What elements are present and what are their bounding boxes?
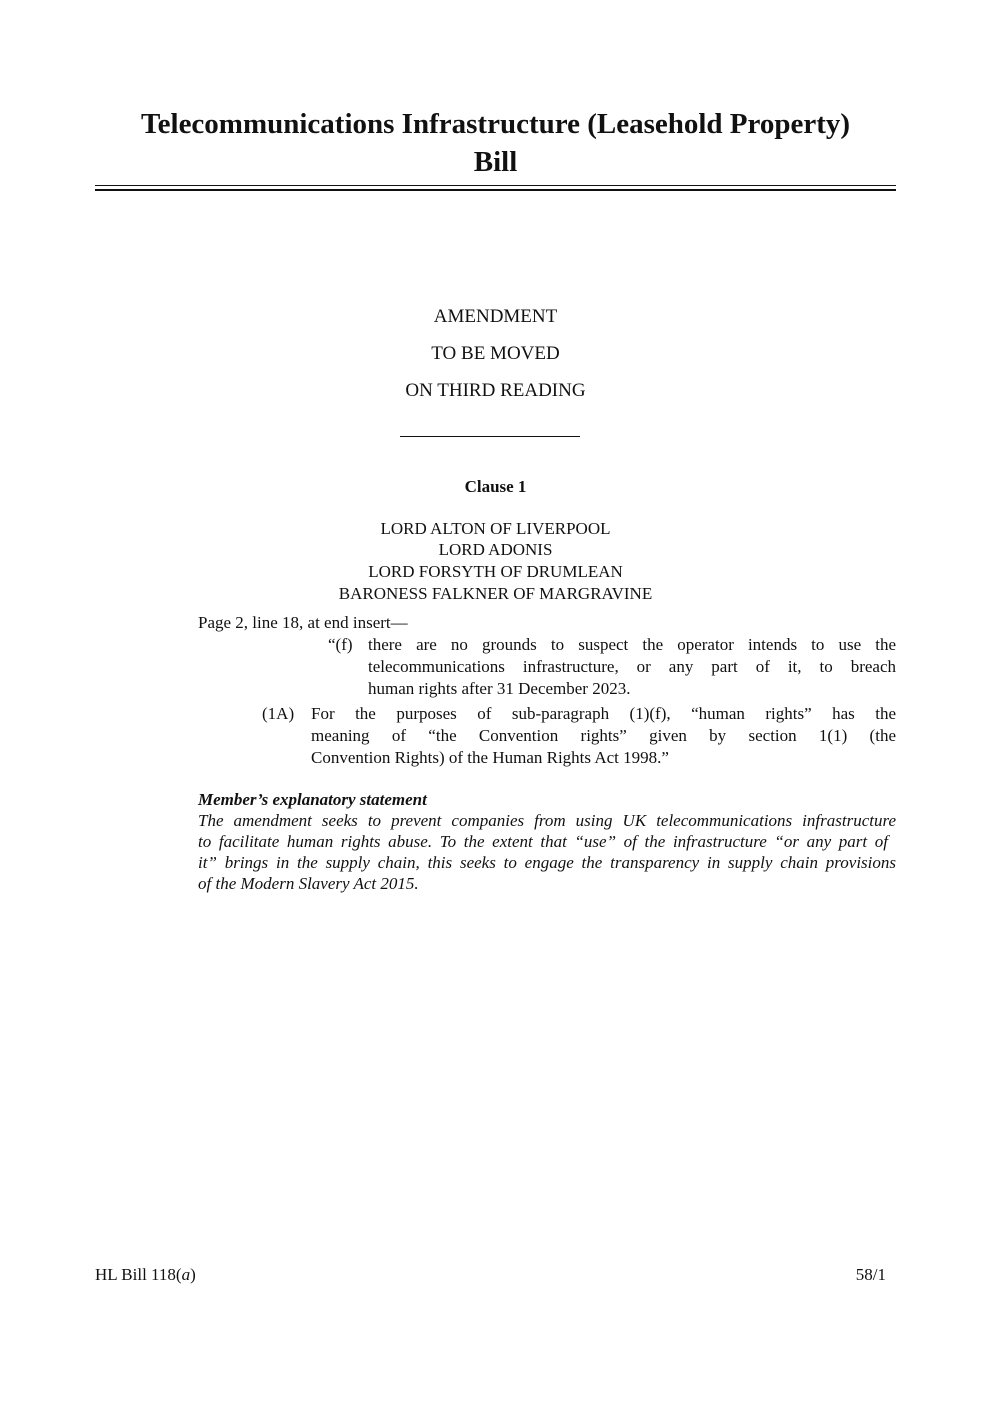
- mover-name: BARONESS FALKNER OF MARGRAVINE: [338, 584, 653, 603]
- title-rule-bottom: [95, 189, 896, 191]
- para-f-label: “(f): [328, 635, 353, 654]
- statement-line: The amendment seeks to prevent companies from using UK telecommunications infrastructure: [198, 811, 896, 830]
- statement-line: it” brings in the supply chain, this seeks to engage the transparency in supply chain provisions: [198, 853, 896, 872]
- para-f-line: telecommunications infrastructure, or any part of it, to breach: [368, 657, 896, 676]
- bill-number-prefix: HL Bill 118(: [95, 1265, 182, 1284]
- amendment-instruction: Page 2, line 18, at end insert—: [198, 613, 408, 632]
- bill-number: [95, 1264, 196, 1285]
- heading-third-reading: ON THIRD READING: [405, 380, 586, 401]
- para-1a-line: meaning of “the Convention rights” given by section 1(1) (the: [311, 726, 896, 745]
- page-reference: 58/1: [855, 1265, 886, 1284]
- heading-amendment: AMENDMENT: [433, 306, 558, 327]
- bill-title-line2: Bill: [473, 146, 518, 178]
- bill-number-suffix: ): [190, 1265, 196, 1284]
- clause-heading: Clause 1: [464, 477, 527, 496]
- para-f-line: there are no grounds to suspect the operator intends to use the: [368, 635, 896, 654]
- heading-to-be-moved: TO BE MOVED: [431, 343, 560, 364]
- bill-number-letter: a: [181, 1265, 191, 1284]
- mover-name: LORD ALTON OF LIVERPOOL: [380, 519, 611, 538]
- statement-line: to facilitate human rights abuse. To the extent that “use” of the infrastructure “or any part of: [198, 832, 888, 851]
- mover-name: LORD ADONIS: [438, 540, 553, 559]
- title-rule-top: [95, 185, 896, 186]
- para-1a-line: For the purposes of sub-paragraph (1)(f), “human rights” has the: [311, 704, 896, 723]
- statement-line: of the Modern Slavery Act 2015.: [198, 874, 419, 893]
- para-1a-label: (1A): [262, 704, 295, 723]
- bill-title-line1: Telecommunications Infrastructure (Leasehold Property): [140, 108, 851, 140]
- section-divider: [400, 436, 580, 437]
- statement-heading: Member’s explanatory statement: [198, 790, 427, 809]
- mover-name: LORD FORSYTH OF DRUMLEAN: [368, 562, 623, 581]
- para-1a-line: Convention Rights) of the Human Rights Act 1998.”: [311, 748, 669, 767]
- para-f-line: human rights after 31 December 2023.: [368, 679, 631, 698]
